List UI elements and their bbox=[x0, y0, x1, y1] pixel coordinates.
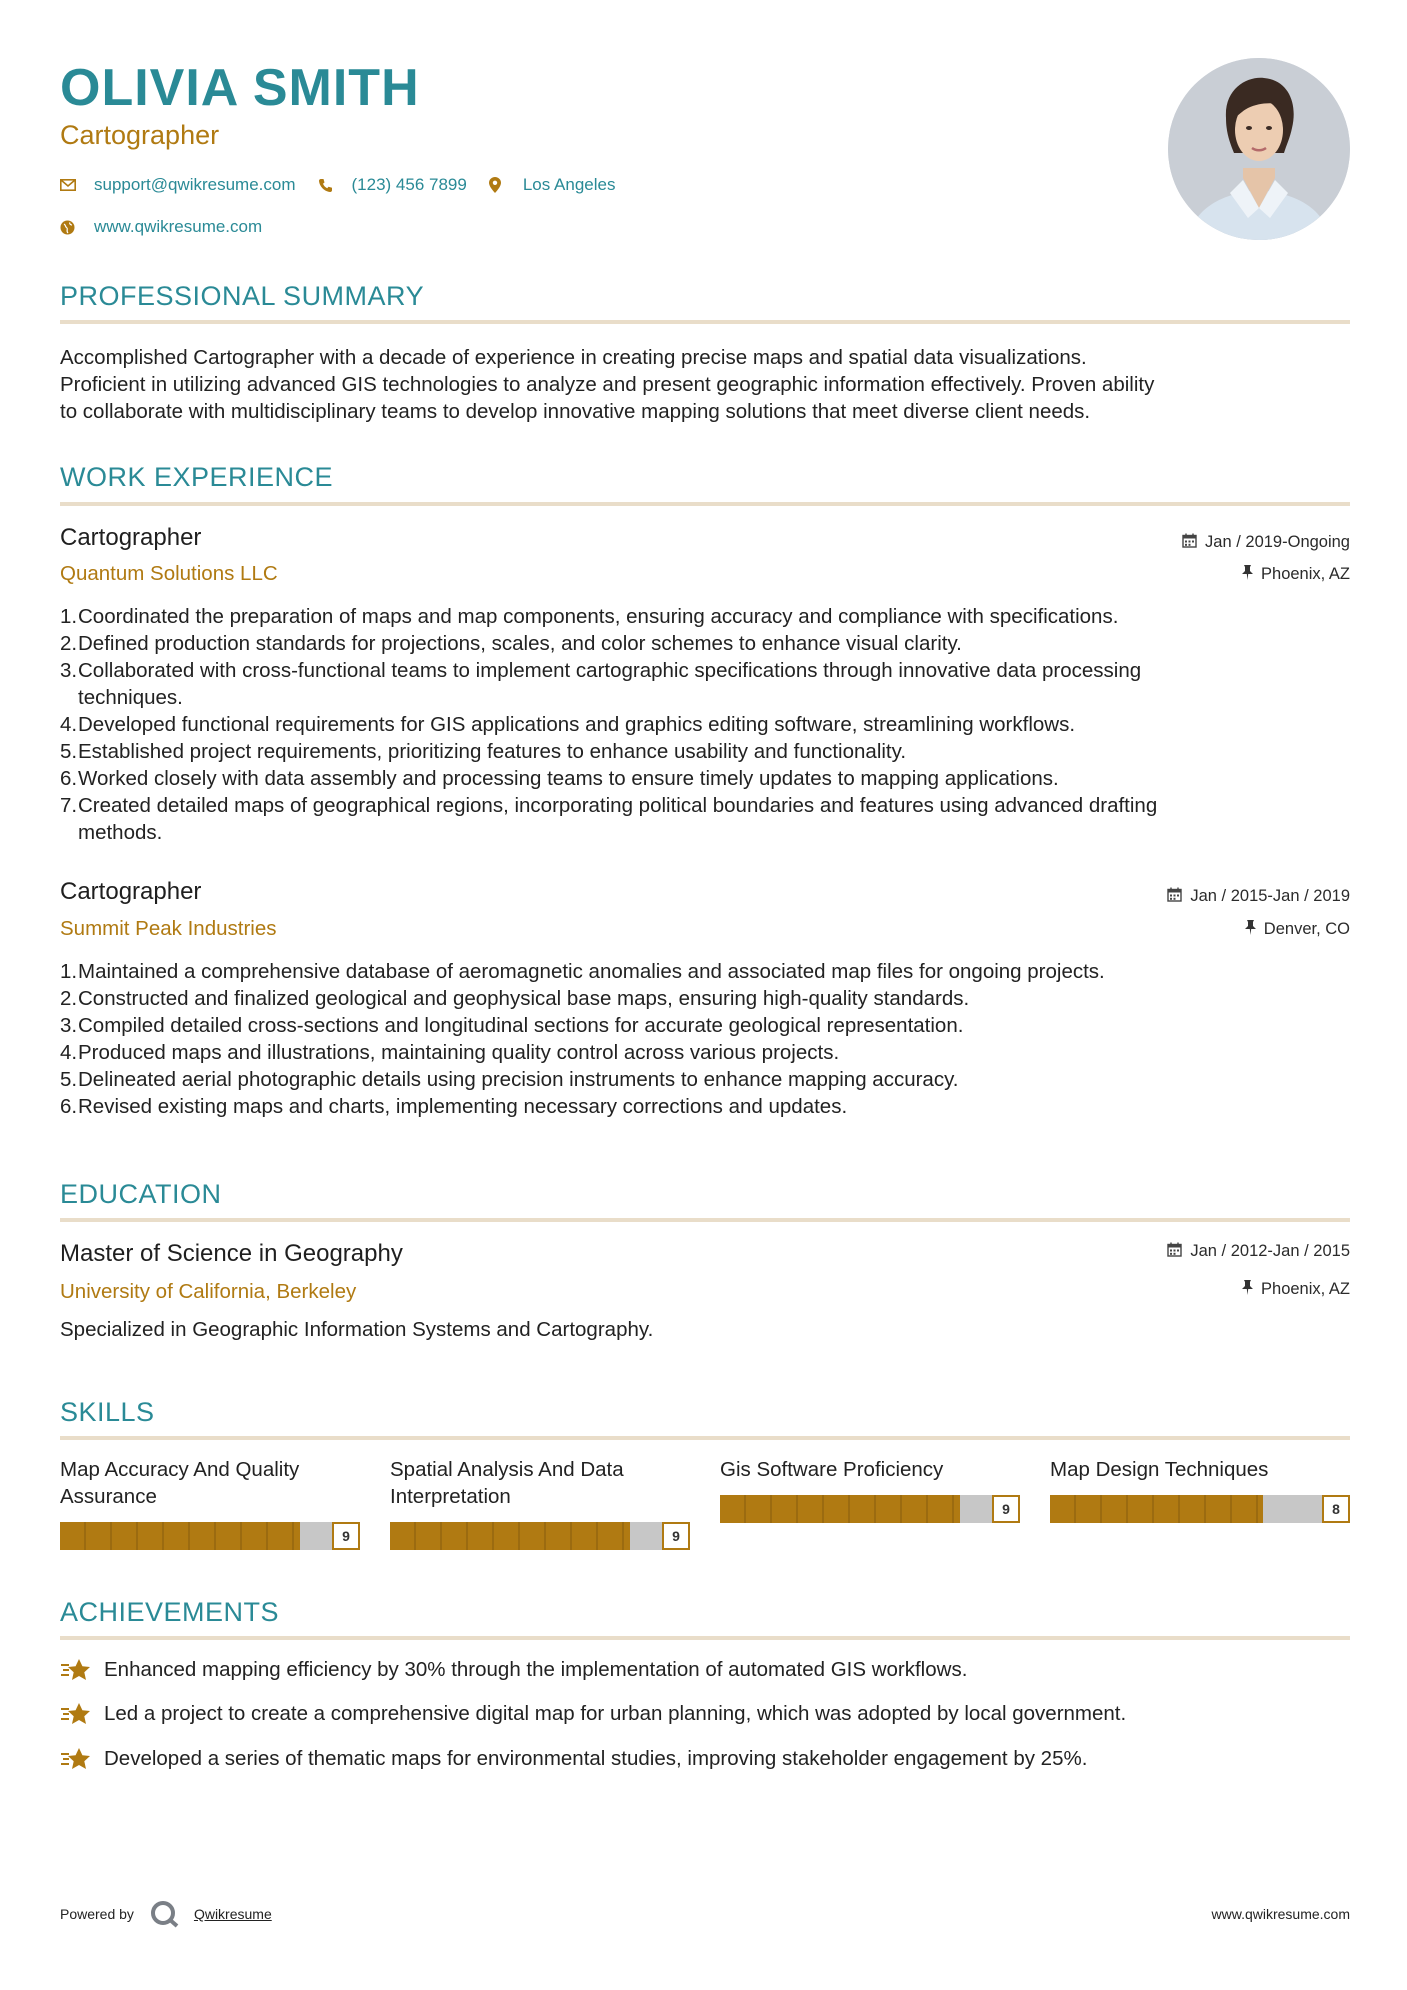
achievement-text: Led a project to create a comprehensive digital map for urban planning, which was adopted by local government. bbox=[104, 1702, 1127, 1725]
calendar-icon bbox=[1182, 533, 1197, 552]
duty-item bbox=[60, 684, 1350, 711]
job-company: Summit Peak Industries bbox=[60, 917, 277, 940]
duty-text: Constructed and finalized geological and geophysical base maps, ensuring high-quality standards. bbox=[78, 987, 970, 1010]
job-dates-text: Jan / 2015-Jan / 2019 bbox=[1190, 887, 1350, 905]
summary-line: to collaborate with multidisciplinary teams to develop innovative mapping solutions that meet diverse client needs. bbox=[60, 400, 1091, 423]
duty-text: Established project requirements, prioritizing features to enhance usability and functionality. bbox=[78, 740, 907, 763]
skill-name-line: Map Accuracy And Quality bbox=[60, 1458, 300, 1481]
duty-number: 3. bbox=[60, 659, 78, 682]
duty-number: 1. bbox=[60, 605, 78, 628]
skill-score: 9 bbox=[662, 1522, 690, 1550]
pushpin-icon bbox=[1242, 1280, 1253, 1299]
footer-powered-by bbox=[60, 1900, 272, 1928]
job-location-text: Denver, CO bbox=[1263, 920, 1350, 938]
achievement-item bbox=[60, 1657, 967, 1683]
duty-number bbox=[60, 684, 78, 711]
phone-item[interactable] bbox=[318, 175, 467, 195]
candidate-role: Cartographer bbox=[60, 120, 220, 150]
school-name: University of California, Berkeley bbox=[60, 1280, 357, 1303]
duty-item bbox=[60, 985, 1350, 1012]
achievement-item bbox=[60, 1746, 1087, 1772]
skill-name-line: Assurance bbox=[60, 1485, 157, 1508]
globe-icon bbox=[60, 220, 94, 235]
duty-number: 6. bbox=[60, 1095, 78, 1118]
skill-fill bbox=[720, 1495, 960, 1523]
duty-text: Compiled detailed cross-sections and longitudinal sections for accurate geological representation. bbox=[78, 1014, 964, 1037]
phone-text[interactable]: (123) 456 7899 bbox=[351, 175, 467, 194]
duty-text: Produced maps and illustrations, maintaining quality control across various projects. bbox=[78, 1041, 840, 1064]
duty-text: Coordinated the preparation of maps and map components, ensuring accuracy and compliance with specifications. bbox=[78, 605, 1119, 628]
email-item[interactable] bbox=[60, 175, 296, 195]
achievements-heading: ACHIEVEMENTS bbox=[60, 1597, 280, 1627]
skills-heading: SKILLS bbox=[60, 1397, 155, 1427]
duty-number: 7. bbox=[60, 794, 78, 817]
duty-number: 5. bbox=[60, 740, 78, 763]
summary-line: Proficient in utilizing advanced GIS technologies to analyze and present geographic information effectively. Proven ability bbox=[60, 373, 1155, 396]
summary-heading: PROFESSIONAL SUMMARY bbox=[60, 281, 425, 311]
achievement-text: Developed a series of thematic maps for environmental studies, improving stakeholder engagement by 25%. bbox=[104, 1747, 1088, 1770]
duty-item bbox=[60, 738, 1350, 765]
duty-number: 4. bbox=[60, 1041, 78, 1064]
skill-fill bbox=[1050, 1495, 1263, 1523]
envelope-icon bbox=[60, 179, 94, 191]
candidate-name: OLIVIA SMITH bbox=[60, 59, 420, 117]
skill-rating-bar bbox=[1050, 1495, 1350, 1523]
contact-row-2 bbox=[60, 214, 637, 240]
footer-site-link[interactable]: www.qwikresume.com bbox=[1211, 1906, 1350, 1922]
calendar-icon bbox=[1167, 1242, 1182, 1261]
skills-divider bbox=[60, 1436, 1350, 1440]
job-dates bbox=[1167, 887, 1350, 906]
duty-text: Defined production standards for projections, scales, and color schemes to enhance visual clarity. bbox=[78, 632, 962, 655]
skill-item bbox=[1050, 1456, 1350, 1523]
job-dates-text: Jan / 2019-Ongoing bbox=[1205, 533, 1350, 551]
summary-text bbox=[60, 344, 1350, 425]
skill-name bbox=[60, 1456, 360, 1510]
education-dates-text: Jan / 2012-Jan / 2015 bbox=[1190, 1242, 1350, 1260]
website-text[interactable]: www.qwikresume.com bbox=[94, 217, 263, 236]
duty-item bbox=[60, 711, 1350, 738]
location-item bbox=[489, 175, 616, 195]
skill-rating-bar bbox=[720, 1495, 1020, 1523]
job-title: Cartographer bbox=[60, 878, 202, 905]
skill-item bbox=[60, 1456, 360, 1550]
job-dates bbox=[1182, 533, 1350, 552]
education-dates bbox=[1167, 1242, 1350, 1261]
duty-number: 5. bbox=[60, 1068, 78, 1091]
skill-score: 9 bbox=[992, 1495, 1020, 1523]
duty-text: Collaborated with cross-functional teams to implement cartographic specifications through innovative data processing bbox=[78, 659, 1142, 682]
skill-score: 9 bbox=[332, 1522, 360, 1550]
summary-divider bbox=[60, 320, 1350, 324]
star-badge-icon bbox=[60, 1746, 104, 1772]
qwikresume-logo-icon bbox=[150, 1900, 180, 1928]
achievement-text: Enhanced mapping efficiency by 30% through the implementation of automated GIS workflows. bbox=[104, 1658, 968, 1681]
duty-item bbox=[60, 1066, 1350, 1093]
duty-item bbox=[60, 603, 1350, 630]
duty-text: Created detailed maps of geographical regions, incorporating political boundaries and features using advanced drafting bbox=[78, 794, 1158, 817]
achievement-item bbox=[60, 1701, 1126, 1727]
star-badge-icon bbox=[60, 1657, 104, 1683]
pushpin-icon bbox=[1245, 920, 1256, 939]
duty-text: techniques. bbox=[78, 686, 183, 709]
powered-by-label: Powered by bbox=[60, 1906, 134, 1922]
email-text[interactable]: support@qwikresume.com bbox=[94, 175, 296, 194]
job-duties-list bbox=[60, 603, 1350, 846]
job-company: Quantum Solutions LLC bbox=[60, 562, 278, 585]
job-duties-list bbox=[60, 958, 1350, 1120]
duty-item bbox=[60, 657, 1350, 684]
education-divider bbox=[60, 1218, 1350, 1222]
duty-number: 2. bbox=[60, 987, 78, 1010]
job-location bbox=[1242, 565, 1350, 584]
skill-name-line: Spatial Analysis And Data bbox=[390, 1458, 624, 1481]
duty-item bbox=[60, 819, 1350, 846]
degree-title: Master of Science in Geography bbox=[60, 1240, 403, 1267]
duty-text: Developed functional requirements for GIS applications and graphics editing software, streamlining workflows. bbox=[78, 713, 1076, 736]
skill-rating-bar bbox=[60, 1522, 360, 1550]
contact-info bbox=[60, 172, 637, 256]
contact-row-1 bbox=[60, 172, 637, 198]
skill-rating-bar bbox=[390, 1522, 690, 1550]
pushpin-icon bbox=[1242, 565, 1253, 584]
duty-item bbox=[60, 1039, 1350, 1066]
duty-number: 6. bbox=[60, 767, 78, 790]
duty-text: Delineated aerial photographic details using precision instruments to enhance mapping accuracy. bbox=[78, 1068, 959, 1091]
experience-heading: WORK EXPERIENCE bbox=[60, 462, 334, 492]
achievements-divider bbox=[60, 1636, 1350, 1640]
duty-item bbox=[60, 958, 1350, 985]
skill-fill bbox=[60, 1522, 300, 1550]
experience-divider bbox=[60, 502, 1350, 506]
profile-photo bbox=[1168, 58, 1350, 240]
calendar-icon bbox=[1167, 887, 1182, 906]
phone-icon bbox=[318, 178, 352, 193]
education-description: Specialized in Geographic Information Systems and Cartography. bbox=[60, 1318, 654, 1341]
duty-text: Worked closely with data assembly and processing teams to ensure timely updates to mapping applications. bbox=[78, 767, 1059, 790]
brand-link[interactable]: Qwikresume bbox=[193, 1906, 272, 1922]
duty-text: Revised existing maps and charts, implementing necessary corrections and updates. bbox=[78, 1095, 848, 1118]
duty-number: 4. bbox=[60, 713, 78, 736]
job-location bbox=[1245, 920, 1350, 939]
skill-item bbox=[720, 1456, 1020, 1523]
skill-name bbox=[720, 1456, 1020, 1483]
star-badge-icon bbox=[60, 1701, 104, 1727]
skill-name-line: Gis Software Proficiency bbox=[720, 1458, 944, 1481]
duty-number: 1. bbox=[60, 960, 78, 983]
duty-item bbox=[60, 1093, 1350, 1120]
education-location-text: Phoenix, AZ bbox=[1261, 1280, 1350, 1298]
education-heading: EDUCATION bbox=[60, 1179, 222, 1209]
location-text: Los Angeles bbox=[522, 175, 616, 194]
skill-item bbox=[390, 1456, 690, 1550]
duty-text: methods. bbox=[78, 821, 163, 844]
skill-fill bbox=[390, 1522, 630, 1550]
website-item[interactable] bbox=[60, 217, 262, 237]
duty-number: 3. bbox=[60, 1014, 78, 1037]
education-location bbox=[1242, 1280, 1350, 1299]
duty-number bbox=[60, 819, 78, 846]
skill-name bbox=[1050, 1456, 1350, 1483]
map-pin-icon bbox=[489, 177, 523, 193]
job-title: Cartographer bbox=[60, 524, 202, 551]
duty-item bbox=[60, 630, 1350, 657]
duty-text: Maintained a comprehensive database of aeromagnetic anomalies and associated map files for ongoing projects. bbox=[78, 960, 1105, 983]
duty-item bbox=[60, 1012, 1350, 1039]
job-location-text: Phoenix, AZ bbox=[1261, 565, 1350, 583]
duty-item bbox=[60, 792, 1350, 819]
duty-number: 2. bbox=[60, 632, 78, 655]
skill-score: 8 bbox=[1322, 1495, 1350, 1523]
skill-name-line: Interpretation bbox=[390, 1485, 511, 1508]
skill-name bbox=[390, 1456, 690, 1510]
summary-line: Accomplished Cartographer with a decade of experience in creating precise maps and spatial data visualizations. bbox=[60, 346, 1087, 369]
skill-name-line: Map Design Techniques bbox=[1050, 1458, 1269, 1481]
duty-item bbox=[60, 765, 1350, 792]
